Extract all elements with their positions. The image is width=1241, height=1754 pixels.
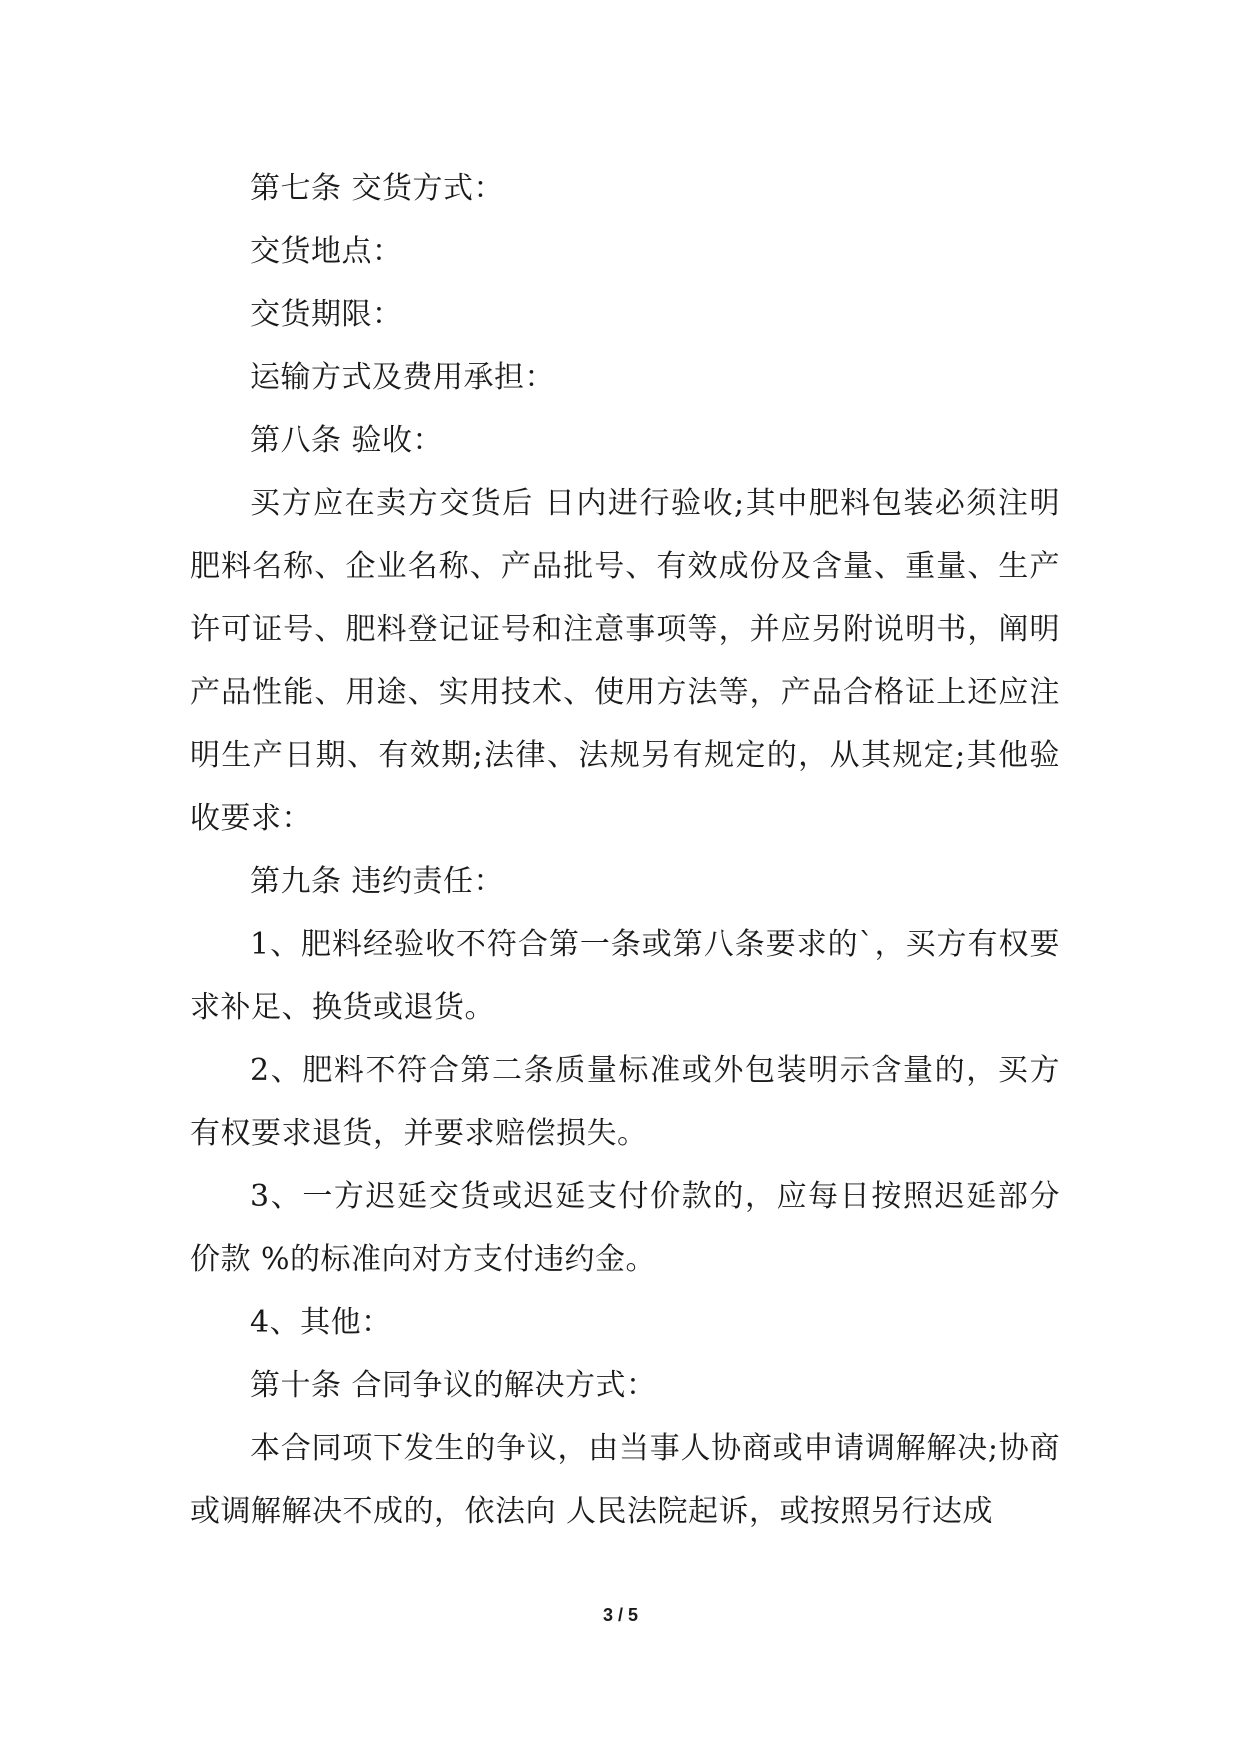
inspection-paragraph: 买方应在卖方交货后 日内进行验收;其中肥料包装必须注明肥料名称、企业名称、产品批号、有效成份及含量、重量、生产许可证号、肥料登记证号和注意事项等，并应另附说明书，阐明产品性能、用途、实用技术、使用方法等，产品合格证上还应注明生产日期、有效期;法律、法规另有规定的，从其规定;其他验收要求： [190,486,1060,836]
delivery-deadline: 交货期限： [250,297,403,332]
dispute-resolution-paragraph: 本合同项下发生的争议，由当事人协商或申请调解解决;协商或调解解决不成的，依法向 人民法院起诉，或按照另行达成 [190,1431,1060,1529]
clause-7-heading: 第七条 交货方式： [250,171,505,206]
clause-9-heading: 第九条 违约责任： [250,864,505,899]
transport-and-costs: 运输方式及费用承担： [250,360,555,395]
document-body [190,157,1060,1543]
liability-item-3: 3、一方迟延交货或迟延支付价款的，应每日按照迟延部分价款 %的标准向对方支付违约金。 [190,1179,1060,1277]
clause-10-heading: 第十条 合同争议的解决方式： [250,1368,657,1403]
delivery-location: 交货地点： [250,234,403,269]
clause-8-heading: 第八条 验收： [250,423,444,458]
liability-item-4: 4、其他： [250,1305,392,1340]
liability-item-1: 1、肥料经验收不符合第一条或第八条要求的`，买方有权要求补足、换货或退货。 [190,927,1060,1025]
liability-item-2: 2、肥料不符合第二条质量标准或外包装明示含量的，买方有权要求退货，并要求赔偿损失。 [190,1053,1060,1151]
page-number: 3 / 5 [602,1605,639,1625]
